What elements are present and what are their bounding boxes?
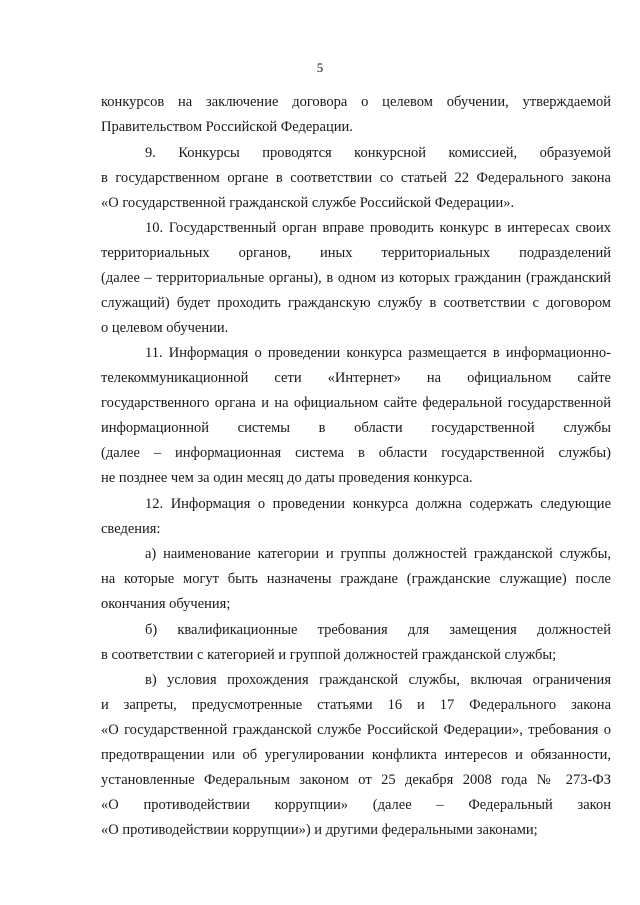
text-line: конкурсов на заключение договора о целевом обучении, утверждаемой: [101, 94, 611, 110]
subitem-b-start: б) квалификационные требования для замещения должностей: [145, 622, 611, 638]
text-line: «О государственной гражданской службе Российской Федерации», требования о: [101, 722, 611, 738]
text-line: «О государственной гражданской службе Российской Федерации».: [101, 195, 515, 211]
page-number: 5: [316, 60, 324, 75]
text-line: сведения:: [101, 521, 161, 537]
subitem-v-start: в) условия прохождения гражданской службы, включая ограничения: [145, 672, 611, 688]
paragraph-12-start: 12. Информация о проведении конкурса должна содержать следующие: [145, 496, 611, 512]
text-line: установленные Федеральным законом от 25 декабря 2008 года № 273-ФЗ: [101, 772, 611, 788]
subitem-a-start: а) наименование категории и группы должностей гражданской службы,: [145, 546, 611, 562]
text-line: о целевом обучении.: [101, 320, 229, 336]
text-line: в соответствии с категорией и группой должностей гражданской службы;: [101, 647, 557, 663]
text-line: служащий) будет проходить гражданскую службу в соответствии с договором: [101, 295, 611, 311]
text-line: окончания обучения;: [101, 596, 231, 612]
text-line: в государственном органе в соответствии со статьей 22 Федерального закона: [101, 170, 611, 186]
text-line: «О противодействии коррупции» (далее – Федеральный закон: [101, 797, 611, 813]
paragraph-10-start: 10. Государственный орган вправе проводить конкурс в интересах своих: [145, 220, 611, 236]
text-line: и запреты, предусмотренные статьями 16 и 17 Федерального закона: [101, 697, 611, 713]
text-line: телекоммуникационной сети «Интернет» на официальном сайте: [101, 370, 611, 386]
text-line: «О противодействии коррупции») и другими федеральными законами;: [101, 822, 538, 838]
text-line: не позднее чем за один месяц до даты проведения конкурса.: [101, 470, 473, 486]
text-line: государственного органа и на официальном сайте федеральной государственной: [101, 395, 611, 411]
text-line: предотвращении или об урегулировании конфликта интересов и обязанности,: [101, 747, 611, 763]
text-line: (далее – территориальные органы), в одном из которых гражданин (гражданский: [101, 270, 611, 286]
text-line: Правительством Российской Федерации.: [101, 119, 353, 135]
text-line: на которые могут быть назначены граждане (гражданские служащие) после: [101, 571, 611, 587]
text-line: (далее – информационная система в области государственной службы): [101, 445, 611, 461]
text-line: информационной системы в области государственной службы: [101, 420, 611, 436]
paragraph-9-start: 9. Конкурсы проводятся конкурсной комиссией, образуемой: [145, 145, 611, 161]
paragraph-11-start: 11. Информация о проведении конкурса размещается в информационно-: [145, 345, 611, 361]
text-line: территориальных органов, иных территориальных подразделений: [101, 245, 611, 261]
